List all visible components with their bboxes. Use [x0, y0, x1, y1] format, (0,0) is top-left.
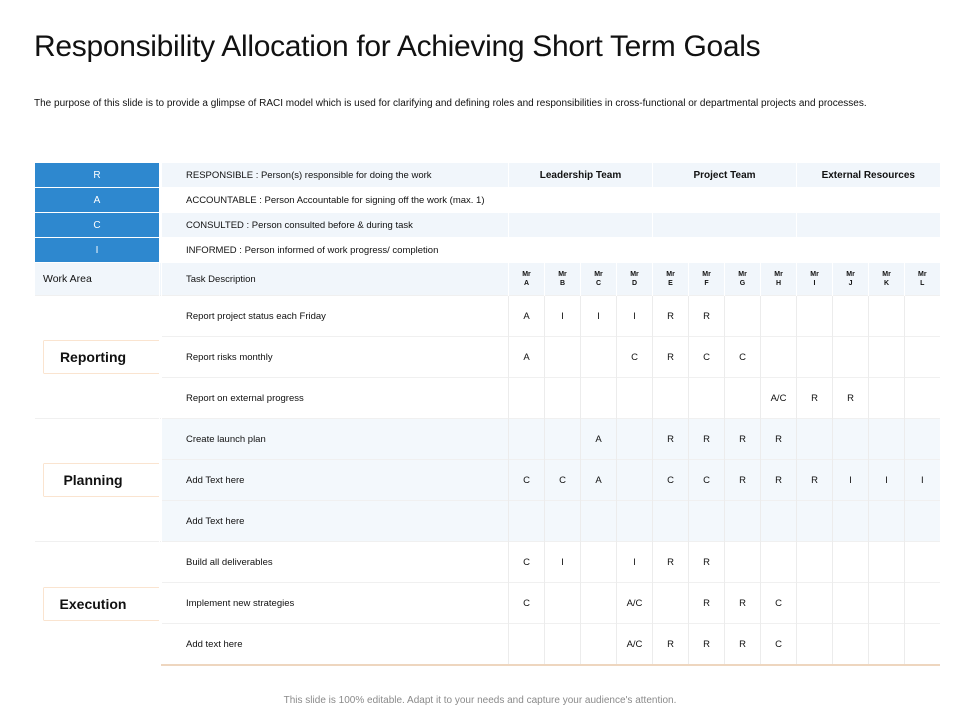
task-description: Report project status each Friday [162, 296, 509, 337]
raci-cell: R [653, 419, 689, 460]
raci-cell [545, 624, 581, 666]
raci-cell: A/C [617, 624, 653, 666]
raci-cell: C [509, 460, 545, 501]
raci-cell [869, 337, 905, 378]
raci-cell [725, 296, 761, 337]
work-area-header: Work Area [35, 263, 160, 296]
raci-cell [509, 624, 545, 666]
raci-table [34, 163, 940, 666]
person-header [581, 263, 617, 296]
raci-cell [905, 583, 940, 624]
work-area-arrow [43, 463, 160, 497]
raci-cell [545, 337, 581, 378]
team-header: Project Team [653, 163, 797, 188]
task-description: Add text here [162, 624, 509, 666]
task-description: Add Text here [162, 501, 509, 542]
person-title: Mr [810, 271, 819, 278]
table-row [35, 337, 940, 378]
raci-cell [581, 583, 617, 624]
task-description: Implement new strategies [162, 583, 509, 624]
raci-cell [833, 542, 869, 583]
raci-cell: I [905, 460, 940, 501]
raci-cell [617, 419, 653, 460]
raci-cell: C [689, 460, 725, 501]
raci-cell [797, 542, 833, 583]
legend-row [35, 163, 940, 188]
raci-key-a: A [35, 188, 160, 213]
raci-cell: A/C [761, 378, 797, 419]
raci-cell [833, 296, 869, 337]
legend-row [35, 188, 940, 213]
person-header [509, 263, 545, 296]
raci-cell [545, 378, 581, 419]
raci-cell [797, 624, 833, 666]
raci-cell [509, 501, 545, 542]
person-title: Mr [917, 271, 927, 278]
raci-cell [545, 583, 581, 624]
slide-footer: This slide is 100% editable. Adapt it to your needs and capture your audience's attention. [283, 695, 677, 706]
raci-cell [905, 542, 940, 583]
raci-cell [617, 378, 653, 419]
person-header [797, 263, 833, 296]
table-row [35, 542, 940, 583]
raci-cell: I [617, 296, 653, 337]
raci-cell [617, 460, 653, 501]
raci-cell [869, 419, 905, 460]
raci-cell: R [653, 542, 689, 583]
person-initial: J [848, 280, 853, 287]
raci-cell: R [725, 583, 761, 624]
raci-cell: C [689, 337, 725, 378]
raci-cell [581, 378, 617, 419]
raci-cell: R [833, 378, 869, 419]
raci-cell: A [581, 419, 617, 460]
person-title: Mr [882, 271, 891, 278]
person-initial: A [523, 280, 530, 287]
work-area-arrow [43, 340, 160, 374]
raci-cell: I [833, 460, 869, 501]
raci-cell [617, 501, 653, 542]
team-cell [797, 188, 940, 213]
person-header [905, 263, 940, 296]
table-row [35, 501, 940, 542]
raci-cell: R [761, 460, 797, 501]
person-header [653, 263, 689, 296]
table-row [35, 583, 940, 624]
raci-cell: A/C [617, 583, 653, 624]
raci-cell: R [689, 296, 725, 337]
raci-cell [869, 378, 905, 419]
raci-key-r: R [35, 163, 160, 188]
raci-cell [509, 419, 545, 460]
team-cell [653, 188, 797, 213]
raci-cell: C [653, 460, 689, 501]
raci-cell [581, 501, 617, 542]
raci-cell [653, 378, 689, 419]
raci-cell [725, 542, 761, 583]
raci-cell [725, 501, 761, 542]
raci-cell: R [653, 337, 689, 378]
table-row [35, 378, 940, 419]
raci-cell [581, 624, 617, 666]
raci-cell [869, 296, 905, 337]
raci-cell [653, 501, 689, 542]
table-row [35, 624, 940, 666]
raci-cell: R [725, 624, 761, 666]
task-description: Create launch plan [162, 419, 509, 460]
person-header [617, 263, 653, 296]
raci-cell [797, 337, 833, 378]
raci-cell: A [509, 296, 545, 337]
raci-cell [545, 501, 581, 542]
table-row [35, 296, 940, 337]
person-initial: I [813, 280, 816, 287]
task-description: Report risks monthly [162, 337, 509, 378]
raci-cell [545, 419, 581, 460]
table-row [35, 460, 940, 501]
raci-cell: R [689, 419, 725, 460]
raci-cell: I [869, 460, 905, 501]
slide-subtitle: The purpose of this slide is to provide a glimpse of RACI model which is used for clarifying and defining roles and responsibilities in cross-functional or departmental projects and processes. [34, 98, 867, 109]
raci-key-c: C [35, 213, 160, 238]
team-cell [797, 213, 940, 238]
person-header [689, 263, 725, 296]
raci-cell [833, 624, 869, 666]
raci-cell: C [725, 337, 761, 378]
team-cell [509, 213, 653, 238]
raci-cell [869, 501, 905, 542]
work-area-arrow [43, 587, 160, 621]
raci-cell: I [581, 296, 617, 337]
person-title: Mr [846, 271, 855, 278]
raci-cell: R [653, 624, 689, 666]
raci-cell [833, 501, 869, 542]
raci-cell [761, 542, 797, 583]
work-area-label: Reporting [59, 349, 127, 365]
team-cell [509, 188, 653, 213]
work-area-label: Execution [59, 595, 127, 612]
team-header: External Resources [797, 163, 940, 188]
person-title: Mr [738, 271, 747, 278]
person-initial: F [704, 280, 709, 287]
person-title: Mr [594, 271, 603, 278]
raci-cell [869, 583, 905, 624]
raci-cell: I [545, 296, 581, 337]
raci-definition: INFORMED : Person informed of work progress/ completion [162, 238, 509, 263]
raci-cell [797, 501, 833, 542]
raci-cell: R [725, 460, 761, 501]
task-description: Build all deliverables [162, 542, 509, 583]
person-initial: C [595, 280, 602, 287]
person-header [761, 263, 797, 296]
raci-cell: C [509, 542, 545, 583]
raci-cell [905, 296, 940, 337]
raci-cell [761, 296, 797, 337]
raci-cell: R [725, 419, 761, 460]
raci-cell: R [653, 296, 689, 337]
legend-row [35, 238, 940, 263]
raci-cell [761, 501, 797, 542]
raci-cell [653, 583, 689, 624]
raci-definition: ACCOUNTABLE : Person Accountable for signing off the work (max. 1) [162, 188, 509, 213]
header-row [35, 263, 940, 296]
raci-cell [581, 542, 617, 583]
person-title: Mr [666, 271, 675, 278]
raci-cell: R [761, 419, 797, 460]
person-initial: H [775, 280, 782, 287]
raci-cell: I [545, 542, 581, 583]
raci-cell [905, 419, 940, 460]
raci-cell [869, 624, 905, 666]
person-initial: D [631, 280, 638, 287]
team-cell [509, 238, 653, 263]
raci-cell [869, 542, 905, 583]
raci-cell [905, 337, 940, 378]
raci-cell: A [581, 460, 617, 501]
raci-cell: A [509, 337, 545, 378]
raci-cell: I [617, 542, 653, 583]
table-row [35, 419, 940, 460]
raci-cell: R [689, 542, 725, 583]
person-initial: E [668, 280, 673, 287]
task-description: Add Text here [162, 460, 509, 501]
raci-definition: RESPONSIBLE : Person(s) responsible for doing the work [162, 163, 509, 188]
raci-cell: R [689, 624, 725, 666]
person-initial: G [739, 280, 746, 287]
raci-cell [509, 378, 545, 419]
raci-cell: C [545, 460, 581, 501]
person-title: Mr [774, 271, 783, 278]
task-description-header: Task Description [162, 263, 509, 296]
raci-cell [725, 378, 761, 419]
person-header [869, 263, 905, 296]
raci-cell [797, 296, 833, 337]
person-title: Mr [522, 271, 531, 278]
raci-cell [581, 337, 617, 378]
raci-key-i: I [35, 238, 160, 263]
raci-cell [761, 337, 797, 378]
person-initial: B [559, 280, 566, 287]
raci-cell [689, 501, 725, 542]
team-cell [653, 213, 797, 238]
raci-definition: CONSULTED : Person consulted before & during task [162, 213, 509, 238]
raci-cell: R [689, 583, 725, 624]
raci-cell: C [617, 337, 653, 378]
work-area-execution [35, 542, 160, 666]
raci-cell: R [797, 460, 833, 501]
person-initial: L [920, 280, 925, 287]
legend-row [35, 213, 940, 238]
raci-cell [905, 378, 940, 419]
team-cell [797, 238, 940, 263]
raci-cell [905, 624, 940, 666]
person-title: Mr [630, 271, 639, 278]
raci-cell [833, 419, 869, 460]
raci-cell [797, 583, 833, 624]
work-area-reporting [35, 296, 160, 419]
raci-cell [833, 583, 869, 624]
raci-cell [689, 378, 725, 419]
work-area-planning [35, 419, 160, 542]
person-initial: K [883, 280, 890, 287]
team-header: Leadership Team [509, 163, 653, 188]
raci-cell: C [509, 583, 545, 624]
raci-cell [905, 501, 940, 542]
slide-title: Responsibility Allocation for Achieving Short Term Goals [34, 30, 761, 63]
raci-cell: R [797, 378, 833, 419]
work-area-label: Planning [63, 472, 123, 488]
raci-cell [797, 419, 833, 460]
team-cell [653, 238, 797, 263]
person-header [833, 263, 869, 296]
person-header [725, 263, 761, 296]
person-header [545, 263, 581, 296]
person-title: Mr [558, 271, 567, 278]
raci-cell: C [761, 624, 797, 666]
raci-cell: C [761, 583, 797, 624]
person-title: Mr [702, 271, 711, 278]
task-description: Report on external progress [162, 378, 509, 419]
raci-cell [833, 337, 869, 378]
